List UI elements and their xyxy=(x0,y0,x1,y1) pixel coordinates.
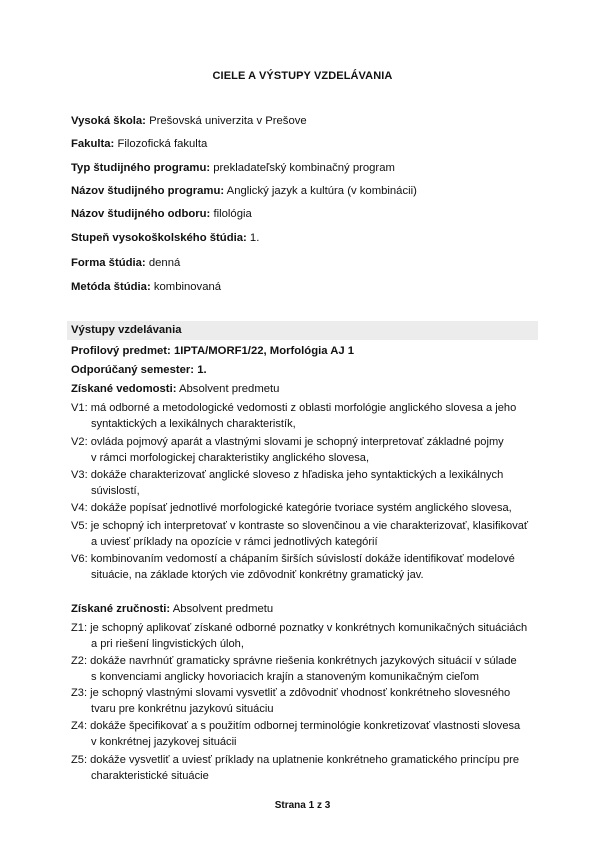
item-code: V5: xyxy=(71,520,88,532)
item-code: Z3: xyxy=(71,687,88,699)
item-code: V4: xyxy=(71,502,88,514)
item-text: kombinovaním vedomostí a chápaním širších súvislostí dokáže identifikovať modelové xyxy=(90,553,515,565)
item-text: dokáže špecifikovať a s použitím odbornej terminológie konkretizovať vlastnosti slovesa xyxy=(90,720,521,732)
meta-value: kombinovaná xyxy=(153,281,222,293)
skills-heading xyxy=(71,603,273,615)
item-text-continued: situácie, na základe ktorých vie zdôvodniť konkrétny gramatický jav. xyxy=(91,569,424,581)
item-text-continued: a pri riešení lingvistických úloh, xyxy=(91,638,244,650)
meta-value: prekladateľský kombinačný program xyxy=(213,162,395,174)
recommended-semester xyxy=(71,364,207,376)
skills-intro: Absolvent predmetu xyxy=(172,603,274,615)
item-text: je schopný ich interpretovať v kontraste so slovenčinou a vie charakterizovať, klasifikovať xyxy=(90,520,529,532)
semester-value: 1. xyxy=(197,364,207,376)
meta-label: Názov študijného programu: xyxy=(71,185,225,197)
meta-value: filológia xyxy=(213,208,252,220)
page-number: Strana 1 z 3 xyxy=(274,800,331,811)
meta-label: Názov študijného odboru: xyxy=(71,208,211,220)
meta-value: Filozofická fakulta xyxy=(117,138,208,150)
item-code: V2: xyxy=(71,436,88,448)
knowledge-item-v4 xyxy=(71,500,541,516)
meta-study-form xyxy=(71,257,180,269)
knowledge-intro: Absolvent predmetu xyxy=(178,383,280,395)
item-text-continued: s konvenciami anglicky hovoriacich krajín a stanoveným komunikačným cieľom xyxy=(91,671,479,683)
item-text: je schopný vlastnými slovami vysvetliť a zdôvodniť vhodnosť konkrétneho slovesného xyxy=(90,687,511,699)
knowledge-item-v3 xyxy=(71,467,541,499)
knowledge-item-v2 xyxy=(71,434,541,466)
item-code: Z1: xyxy=(71,622,88,634)
meta-label: Fakulta: xyxy=(71,138,115,150)
item-code: V1: xyxy=(71,402,88,414)
meta-faculty xyxy=(71,138,207,150)
meta-university xyxy=(71,115,307,127)
item-text: dokáže popísať jednotlivé morfologické kategórie tvoriace systém anglického slovesa, xyxy=(90,502,512,514)
skills-item-z2 xyxy=(71,653,541,685)
item-text: dokáže navrhnúť gramaticky správne riešenia konkrétnych jazykových situácií v súlade xyxy=(90,655,517,667)
item-text-continued: syntaktických a lexikálnych charakteristík, xyxy=(91,418,296,430)
meta-study-method xyxy=(71,281,221,293)
skills-label: Získané zručnosti: xyxy=(71,603,171,615)
item-text: má odborné a metodologické vedomosti z oblasti morfológie anglického slovesa a jeho xyxy=(90,402,517,414)
knowledge-heading xyxy=(71,383,279,395)
skills-item-z1 xyxy=(71,620,541,652)
meta-label: Forma štúdia: xyxy=(71,257,146,269)
meta-program-name xyxy=(71,185,417,197)
document-title: CIELE A VÝSTUPY VZDELÁVANIA xyxy=(212,70,393,82)
meta-label: Vysoká škola: xyxy=(71,115,146,127)
meta-value: Anglický jazyk a kultúra (v kombinácii) xyxy=(226,185,417,197)
item-code: V3: xyxy=(71,469,88,481)
item-code: V6: xyxy=(71,553,88,565)
meta-value: Prešovská univerzita v Prešove xyxy=(149,115,307,127)
meta-value: 1. xyxy=(249,232,260,244)
knowledge-item-v5 xyxy=(71,518,541,550)
meta-field-of-study xyxy=(71,208,252,220)
profile-subject: Profilový predmet: 1IPTA/MORF1/22, Morfológia AJ 1 xyxy=(71,345,355,357)
knowledge-item-v6 xyxy=(71,551,541,583)
item-text: dokáže charakterizovať anglické sloveso z hľadiska jeho syntaktických a lexikálnych xyxy=(90,469,504,481)
item-text-continued: v rámci morfologickej charakteristiky anglického slovesa, xyxy=(91,452,370,464)
semester-label: Odporúčaný semester: xyxy=(71,364,195,376)
skills-item-z5 xyxy=(71,752,541,784)
meta-degree-level xyxy=(71,232,259,244)
item-text: dokáže vysvetliť a uviesť príklady na uplatnenie konkrétneho gramatického princípu pre xyxy=(90,754,520,766)
item-code: Z4: xyxy=(71,720,88,732)
item-text-continued: súvislostí, xyxy=(91,485,140,497)
item-code: Z5: xyxy=(71,754,88,766)
item-text: je schopný aplikovať získané odborné poznatky v konkrétnych komunikačných situáciách xyxy=(90,622,528,634)
item-text: ovláda pojmový aparát a vlastnými slovami je schopný interpretovať základné pojmy xyxy=(90,436,504,448)
item-text-continued: tvaru pre konkrétnu jazykovú situáciu xyxy=(91,703,274,715)
item-text-continued: a uviesť príklady na opozície v rámci jednotlivých kategórií xyxy=(91,536,378,548)
knowledge-label: Získané vedomosti: xyxy=(71,383,177,395)
skills-item-z4 xyxy=(71,718,541,750)
meta-label: Stupeň vysokoškolského štúdia: xyxy=(71,232,247,244)
knowledge-item-v1 xyxy=(71,400,541,432)
item-code: Z2: xyxy=(71,655,88,667)
meta-label: Metóda štúdia: xyxy=(71,281,151,293)
item-text-continued: v konkrétnej jazykovej situácii xyxy=(91,736,237,748)
skills-item-z3 xyxy=(71,685,541,717)
meta-program-type xyxy=(71,162,395,174)
section-title: Výstupy vzdelávania xyxy=(71,324,182,336)
meta-label: Typ študijného programu: xyxy=(71,162,211,174)
item-text-continued: charakteristické situácie xyxy=(91,770,209,782)
meta-value: denná xyxy=(148,257,181,269)
